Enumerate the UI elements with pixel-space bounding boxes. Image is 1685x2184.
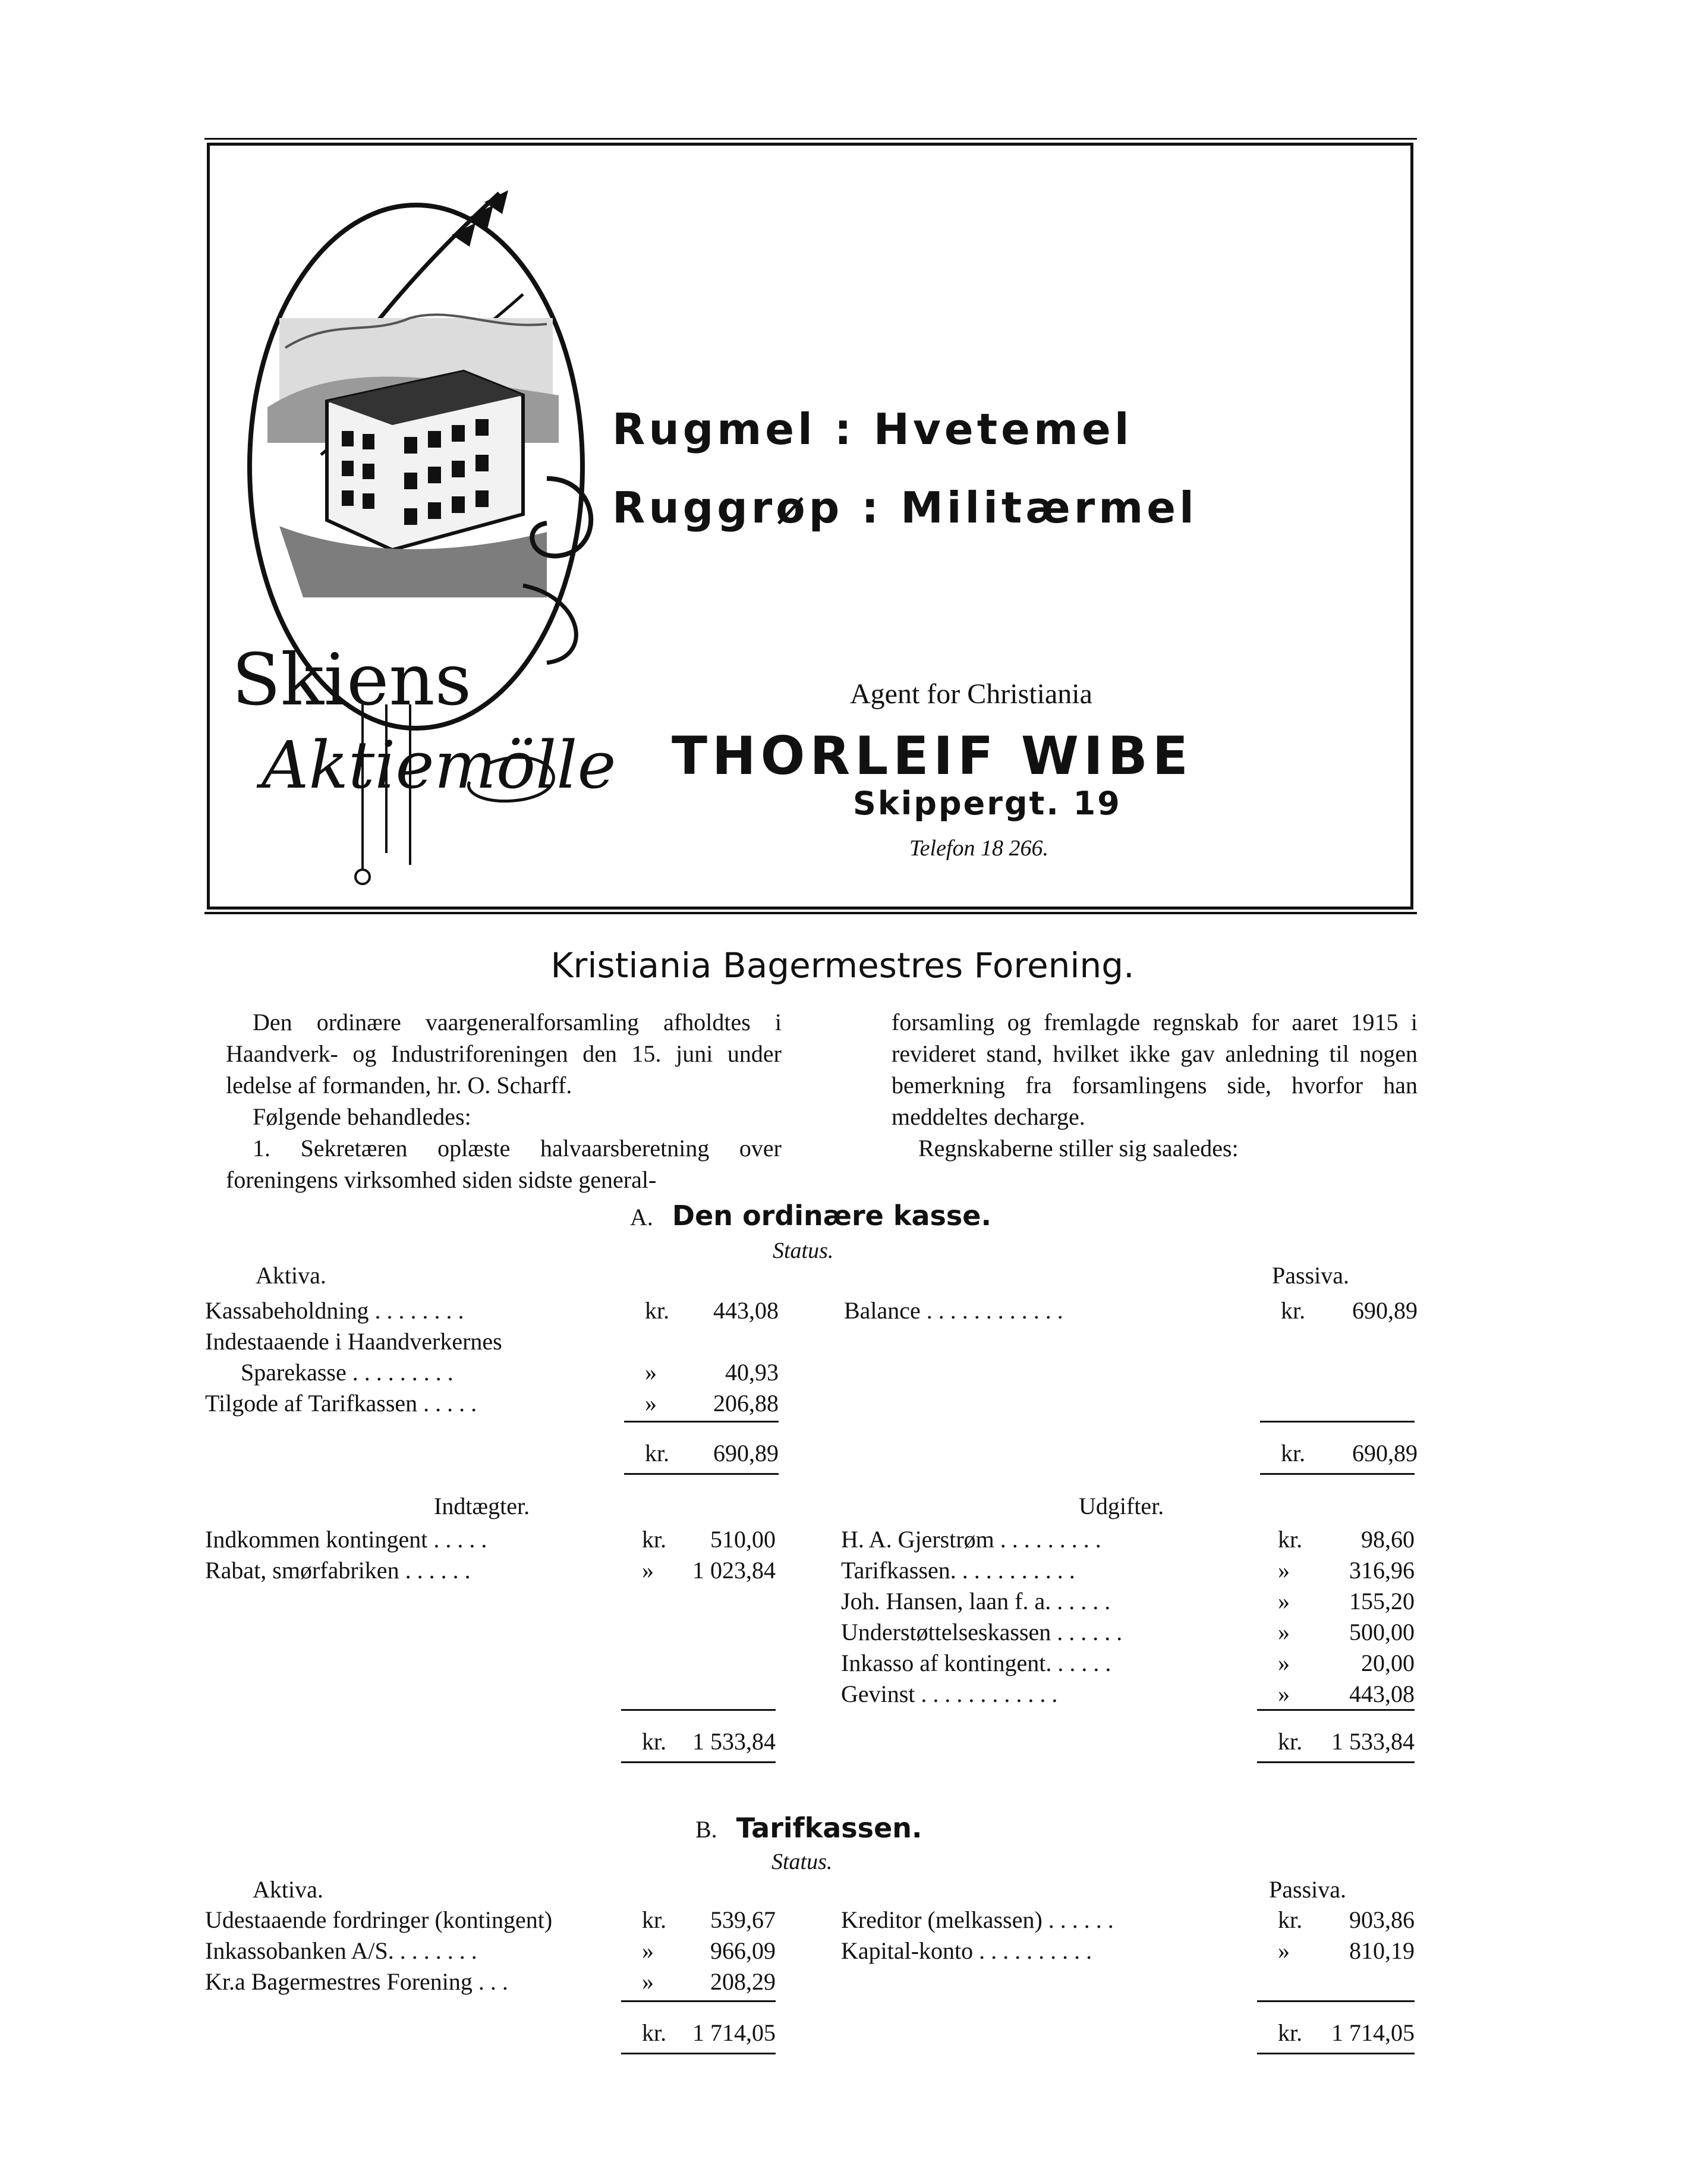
article-left-column [226, 1006, 782, 1195]
ledger-row [205, 1327, 779, 1357]
ad-company-name: THORLEIF WIBE [672, 725, 1193, 786]
ledger-item-name: Gevinst . . . . . . . . . . . . [841, 1681, 1058, 1707]
section-letter: B. [695, 1816, 717, 1843]
ledger-row [205, 1389, 779, 1418]
ledger-value: 40,93 [725, 1359, 779, 1386]
ledger-currency: » [1278, 1557, 1290, 1584]
ledger-row [205, 1525, 776, 1554]
ledger-row [205, 1967, 776, 1997]
sum-rule [621, 2000, 776, 2002]
ad-product-line-1: Rugmel : Hvetemel [612, 404, 1133, 454]
ledger-currency: kr. [642, 2019, 667, 2046]
ledger-value: 539,67 [710, 1906, 776, 1933]
sum-underline [621, 1761, 776, 1763]
expense-label: Udgifter. [1079, 1493, 1164, 1519]
ledger-currency: » [1278, 1937, 1290, 1964]
ledger-currency: » [1278, 1650, 1290, 1676]
sum-underline [621, 2053, 776, 2054]
ledger-value: 155,20 [1349, 1588, 1415, 1615]
ledger-row [841, 1525, 1415, 1554]
ledger-value: 206,88 [713, 1390, 779, 1417]
ledger-total-row [841, 1727, 1415, 1757]
ledger-currency: kr. [642, 1906, 667, 1933]
ledger-currency: kr. [1278, 2019, 1303, 2046]
sum-rule [624, 1421, 779, 1423]
ledger-item-name: Sparekasse . . . . . . . . . [241, 1359, 453, 1386]
ledger-row [205, 1556, 776, 1585]
paragraph: 1. Sekretæren oplæste halvaarsberetning over foreningens virksomhed siden sidste general- [226, 1135, 782, 1193]
ledger-total-row [205, 1439, 779, 1468]
svg-text:Aktiemölle: Aktiemölle [262, 727, 616, 803]
ledger-item-name: Inkasso af kontingent. . . . . . [841, 1650, 1111, 1676]
ledger-currency: » [1278, 1619, 1290, 1645]
ledger-value: 966,09 [710, 1937, 776, 1964]
ledger-total-row [844, 1439, 1418, 1468]
section-title: Tarifkassen. [736, 1812, 922, 1844]
ledger-currency: kr. [1278, 1526, 1303, 1553]
ledger-value: 500,00 [1349, 1619, 1415, 1645]
ledger-value: 443,08 [1349, 1681, 1415, 1707]
ledger-total-row [205, 2018, 776, 2048]
ledger-item-name: Kassabeholdning . . . . . . . . [205, 1297, 464, 1324]
ledger-currency: kr. [1281, 1440, 1306, 1467]
ledger-currency: » [642, 1937, 654, 1964]
paragraph: Regnskaberne stiller sig saaledes: [918, 1135, 1239, 1162]
ledger-item-name: Kr.a Bagermestres Forening . . . [205, 1968, 508, 1995]
ledger-item-name: Inkassobanken A/S. . . . . . . . [205, 1937, 477, 1964]
ledger-value: 20,00 [1361, 1650, 1415, 1676]
sum-rule [1257, 2000, 1415, 2002]
ledger-item-name: Balance . . . . . . . . . . . . [844, 1297, 1063, 1324]
ledger-item-name: Understøttelseskassen . . . . . . [841, 1619, 1123, 1645]
sum-rule [1257, 1709, 1415, 1711]
section-letter: A. [630, 1204, 653, 1231]
paragraph: Følgende behandledes: [253, 1103, 471, 1130]
ledger-currency: kr. [645, 1440, 670, 1467]
income-label: Indtægter. [434, 1493, 530, 1519]
mill-logo-illustration [214, 169, 642, 889]
svg-text:Skiens: Skiens [232, 639, 472, 722]
ledger-row [841, 1556, 1415, 1585]
ledger-item-name: Kapital-konto . . . . . . . . . . [841, 1937, 1092, 1964]
section-title: Den ordinære kasse. [672, 1200, 991, 1232]
ledger-item-name: Indestaaende i Haandverkernes [205, 1328, 502, 1355]
ledger-total-value: 690,89 [1352, 1440, 1418, 1467]
ledger-total-value: 1 533,84 [692, 1728, 776, 1755]
ledger-row [841, 1905, 1415, 1935]
ledger-total-row [841, 2018, 1415, 2048]
ledger-row [205, 1296, 779, 1326]
sum-underline [624, 1473, 779, 1475]
ledger-currency: » [1278, 1588, 1290, 1615]
ad-phone: Telefon 18 266. [909, 836, 1048, 861]
aktiva-label: Aktiva. [256, 1262, 326, 1289]
sum-rule [621, 1709, 776, 1711]
ad-product-line-2: Ruggrøp : Militærmel [612, 483, 1198, 533]
paragraph: Den ordinære vaargeneralforsamling afholdtes i Haandverk- og Industriforeningen den 15. juni under ledelse af formanden, hr. O. Scharff. [226, 1009, 782, 1099]
ledger-item-name: Udestaaende fordringer (kontingent) [205, 1906, 553, 1933]
ledger-row [841, 1936, 1415, 1966]
ledger-total-value: 1 714,05 [1331, 2019, 1415, 2046]
ledger-row [841, 1648, 1415, 1678]
ledger-row [841, 1679, 1415, 1709]
ledger-total-value: 1 714,05 [692, 2019, 776, 2046]
ledger-item-name: Rabat, smørfabriken . . . . . . [205, 1557, 471, 1584]
ledger-currency: kr. [645, 1297, 670, 1324]
ad-top-rule [204, 138, 1417, 140]
ad-bottom-rule [204, 912, 1417, 914]
ledger-currency: kr. [1281, 1297, 1306, 1324]
ledger-row [844, 1296, 1418, 1326]
ledger-currency: » [645, 1390, 657, 1417]
section-b-heading [695, 1812, 922, 1844]
status-label: Status. [773, 1238, 834, 1263]
ledger-value: 98,60 [1361, 1526, 1415, 1553]
ledger-row [205, 1936, 776, 1966]
ledger-row [205, 1905, 776, 1935]
ledger-currency: » [645, 1359, 657, 1386]
sum-underline [1260, 1473, 1415, 1475]
ledger-value: 443,08 [713, 1297, 779, 1324]
sum-underline [1257, 2053, 1415, 2054]
ledger-value: 903,86 [1349, 1906, 1415, 1933]
ledger-currency: kr. [1278, 1728, 1303, 1755]
ledger-currency: » [642, 1968, 654, 1995]
section-a-heading [630, 1200, 991, 1232]
ledger-currency: » [642, 1557, 654, 1584]
ledger-value: 1 023,84 [692, 1557, 776, 1584]
sum-rule [1260, 1421, 1415, 1423]
paragraph: forsamling og fremlagde regnskab for aaret 1915 i revideret stand, hvilket ikke gav anledning til nogen bemerkning fra forsamlingens side, hvorfor han meddeltes decharge. [892, 1009, 1418, 1130]
ledger-value: 510,00 [710, 1526, 776, 1553]
ledger-row [205, 1358, 779, 1387]
ledger-value: 690,89 [1352, 1297, 1418, 1324]
passiva-label: Passiva. [1272, 1262, 1349, 1289]
ledger-item-name: Indkommen kontingent . . . . . [205, 1526, 487, 1553]
ad-agent-text: Agent for Christiania [850, 678, 1092, 710]
ledger-currency: » [1278, 1681, 1290, 1707]
ledger-item-name: Kreditor (melkassen) . . . . . . [841, 1906, 1114, 1933]
ledger-row [841, 1617, 1415, 1647]
ledger-row [841, 1587, 1415, 1616]
ledger-item-name: H. A. Gjerstrøm . . . . . . . . . [841, 1526, 1101, 1553]
passiva-label: Passiva. [1269, 1876, 1346, 1903]
ledger-item-name: Joh. Hansen, laan f. a. . . . . . [841, 1588, 1111, 1615]
ledger-value: 316,96 [1349, 1557, 1415, 1584]
ledger-value: 208,29 [710, 1968, 776, 1995]
aktiva-label: Aktiva. [253, 1876, 323, 1903]
ledger-total-row [205, 1727, 776, 1757]
article-right-column [892, 1006, 1418, 1164]
ledger-currency: kr. [1278, 1906, 1303, 1933]
ledger-currency: kr. [642, 1526, 667, 1553]
sum-underline [1257, 1761, 1415, 1763]
ad-street-address: Skippergt. 19 [853, 785, 1122, 822]
status-label: Status. [771, 1849, 833, 1874]
ledger-item-name: Tarifkassen. . . . . . . . . . . [841, 1557, 1075, 1584]
ledger-total-value: 1 533,84 [1331, 1728, 1415, 1755]
ledger-currency: kr. [642, 1728, 667, 1755]
ledger-value: 810,19 [1349, 1937, 1415, 1964]
article-title: Kristiania Bagermestres Forening. [550, 945, 1135, 986]
ledger-item-name: Tilgode af Tarifkassen . . . . . [205, 1390, 477, 1417]
ledger-total-value: 690,89 [713, 1440, 779, 1467]
